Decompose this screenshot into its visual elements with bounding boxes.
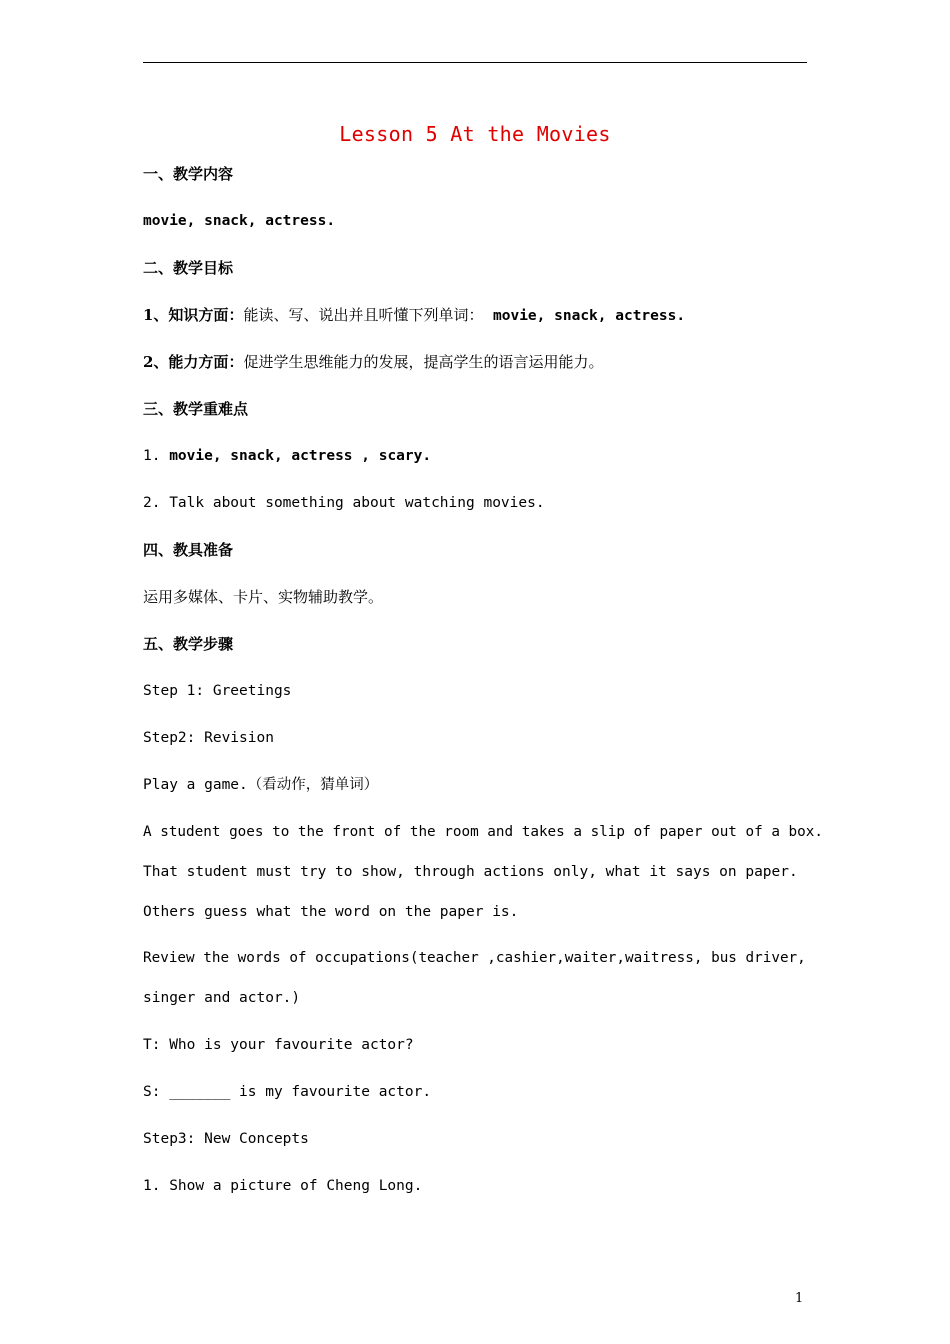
key-point-1 [143, 446, 813, 466]
section-heading-key-points: 三、教学重难点 [143, 400, 249, 418]
step-1: Step 1: Greetings [143, 683, 292, 699]
page-number: 1 [795, 1291, 804, 1306]
objective-knowledge-words: movie, snack, actress. [493, 308, 686, 324]
game-instruction-line-2: That student must try to show, through actions only, what it says on paper. [143, 864, 798, 880]
game-instruction-line-1: A student goes to the front of the room and takes a slip of paper out of a box. [143, 824, 823, 840]
dialog-student: S: _______ is my favourite actor. [143, 1084, 432, 1100]
objective-ability-text: 促进学生思维能力的发展，提高学生的语言运用能力。 [243, 353, 604, 371]
objective-ability [143, 352, 813, 372]
section-heading-steps: 五、教学步骤 [143, 635, 234, 653]
key-point-1-text: movie, snack, actress , scary. [169, 448, 432, 464]
objective-knowledge [143, 305, 813, 326]
content-words: movie, snack, actress. [143, 213, 336, 229]
review-line-2: singer and actor.) [143, 990, 301, 1006]
objective-knowledge-label: 1、知识方面： [143, 306, 244, 324]
section-heading-materials: 四、教具准备 [143, 541, 234, 559]
key-point-1-number: 1. [143, 448, 161, 464]
objective-ability-label: 2、能力方面： [143, 353, 244, 371]
play-game: Play a game.（看动作，猜单词） [143, 777, 379, 793]
objective-knowledge-text: 能读、写、说出并且听懂下列单词： [243, 306, 484, 324]
dialog-teacher: T: Who is your favourite actor? [143, 1037, 414, 1053]
section-heading-objectives: 二、教学目标 [143, 259, 234, 277]
key-point-2: 2. Talk about something about watching movies. [143, 495, 545, 511]
section-heading-content: 一、教学内容 [143, 165, 234, 183]
game-instruction-line-3: Others guess what the word on the paper is. [143, 904, 519, 920]
step-3: Step3: New Concepts [143, 1131, 309, 1147]
page-title: Lesson 5 At the Movies [339, 122, 611, 146]
header-rule [143, 62, 807, 63]
step-3-item-1: 1. Show a picture of Cheng Long. [143, 1178, 423, 1194]
review-line-1: Review the words of occupations(teacher ,cashier,waiter,waitress, bus driver, [143, 950, 806, 966]
materials-text: 运用多媒体、卡片、实物辅助教学。 [143, 588, 384, 606]
step-2: Step2: Revision [143, 730, 274, 746]
